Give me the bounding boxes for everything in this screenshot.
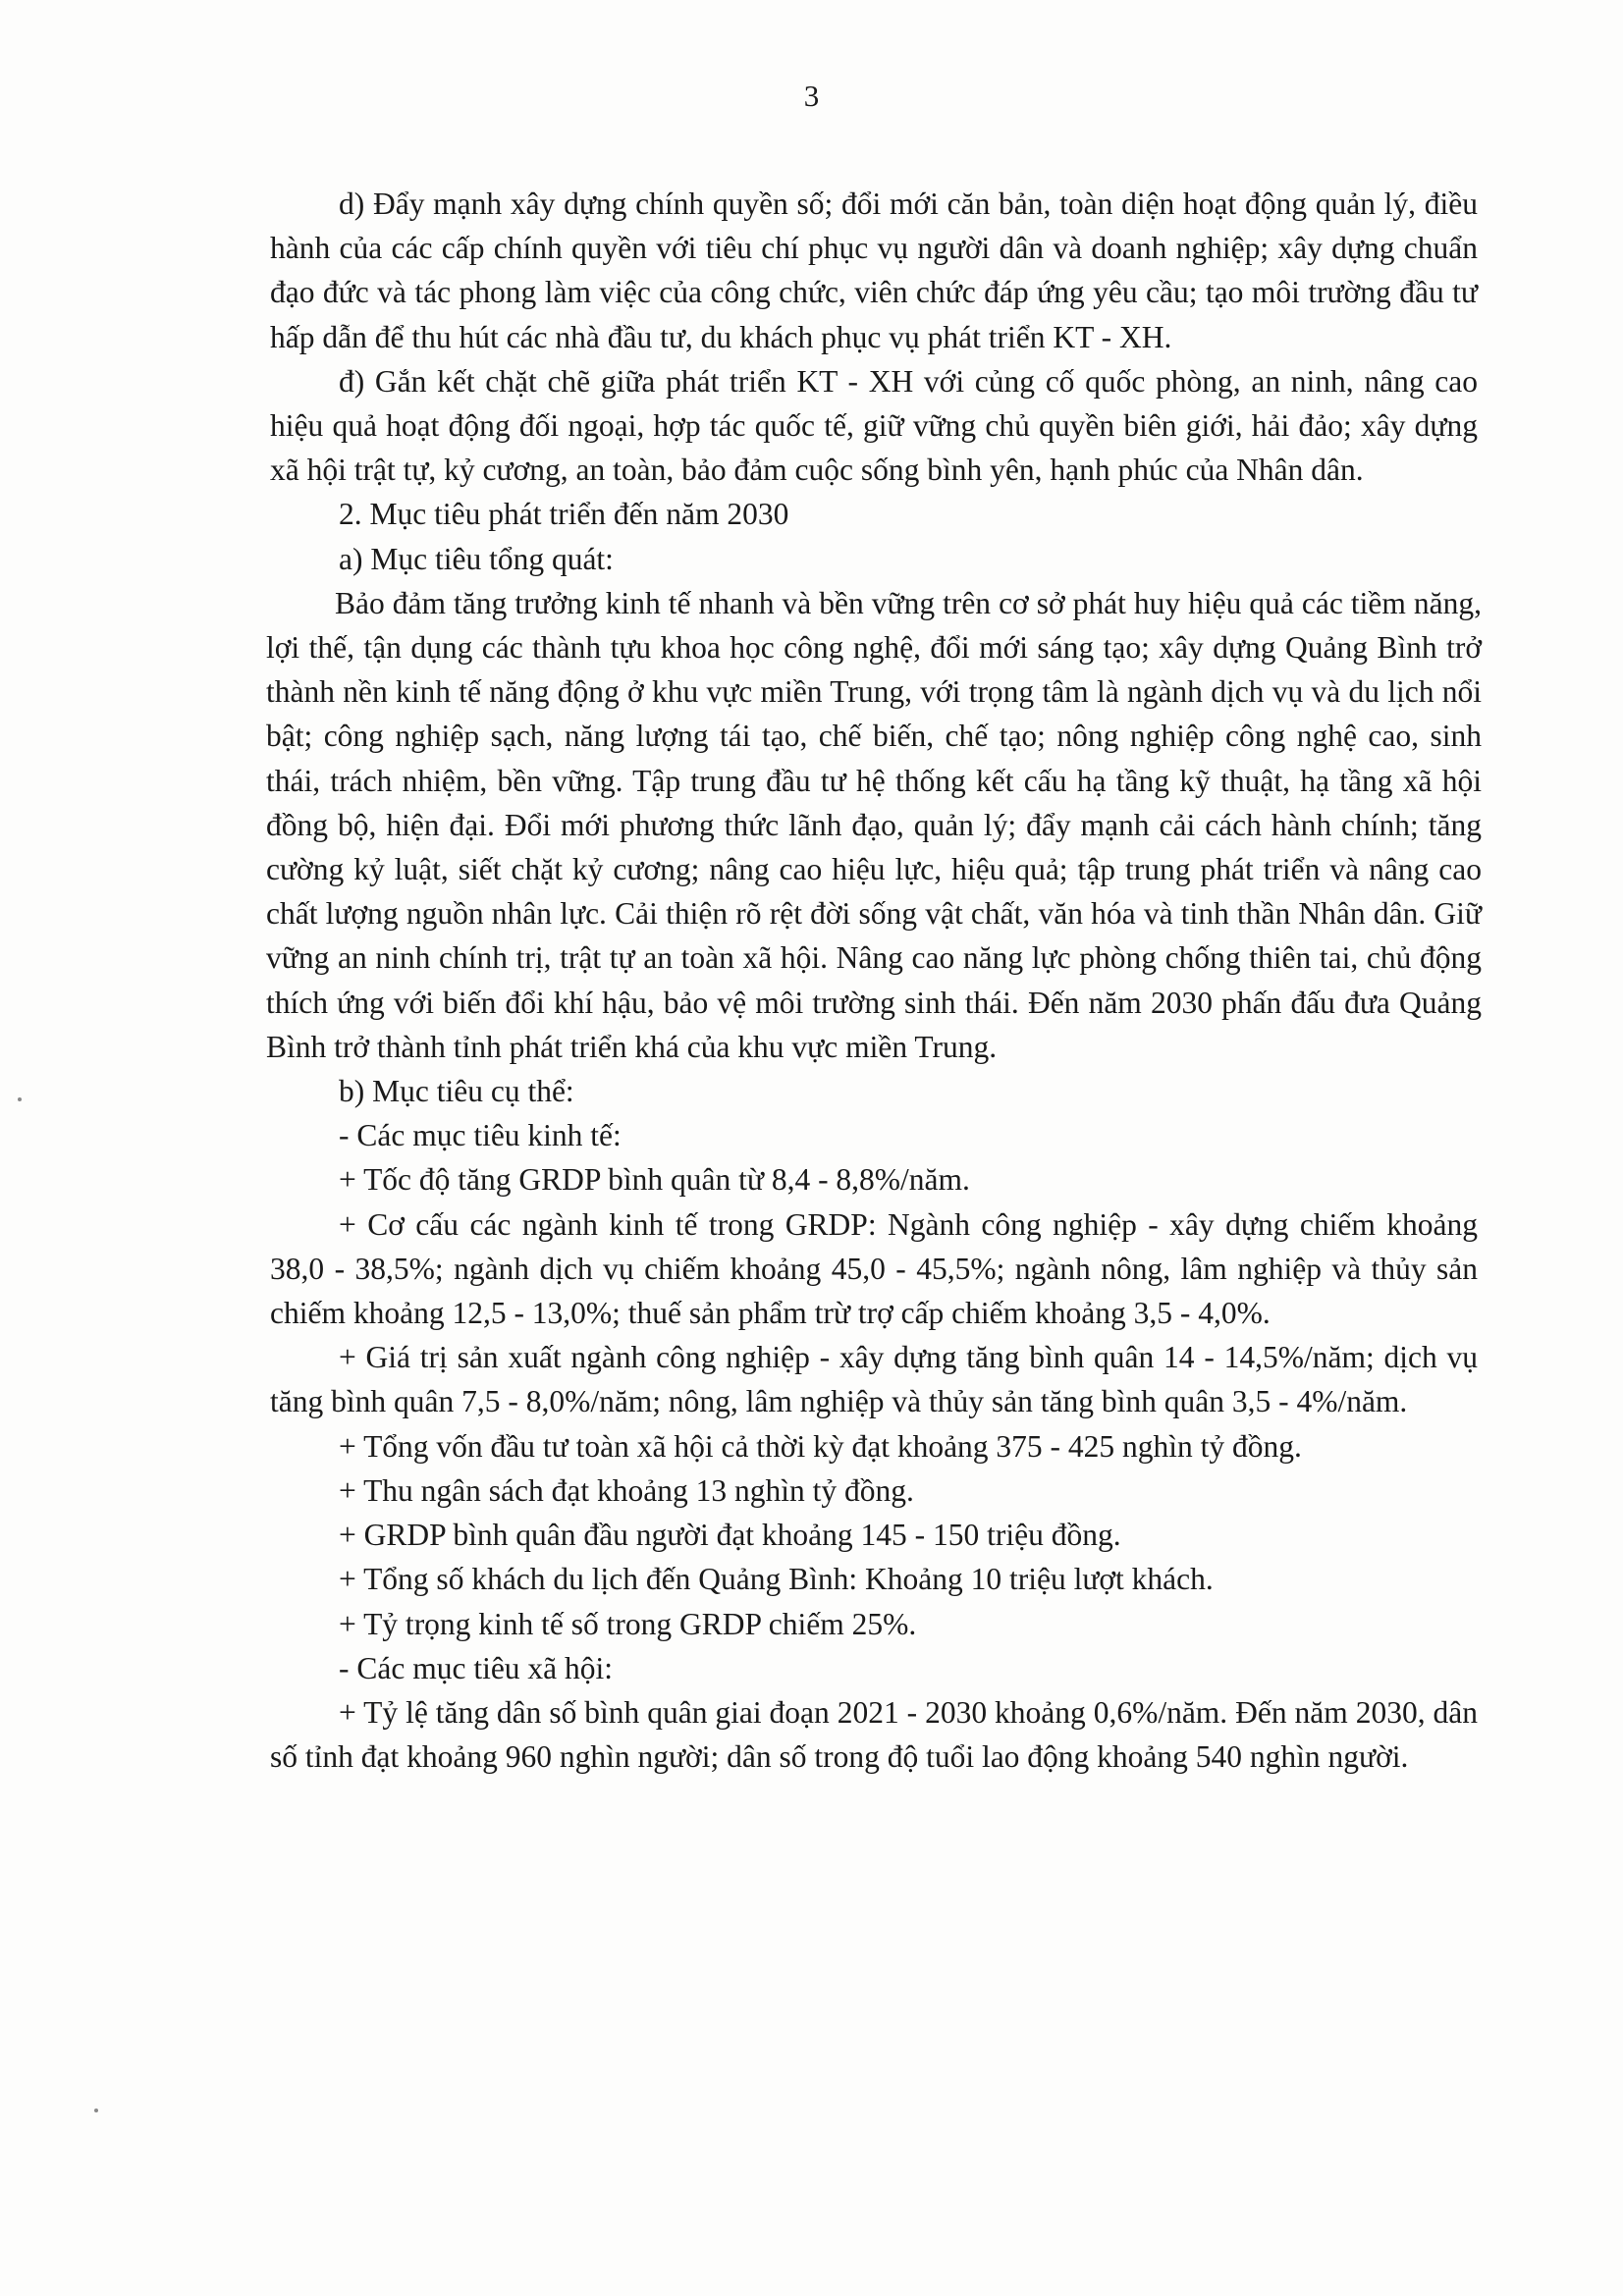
document-body	[266, 182, 1482, 1779]
list-item-digital-economy: + Tỷ trọng kinh tế số trong GRDP chiếm 25%.	[339, 1606, 917, 1641]
section-heading-goals-2030: 2. Mục tiêu phát triển đến năm 2030	[339, 497, 789, 532]
list-item-total-investment: + Tổng vốn đầu tư toàn xã hội cả thời kỳ đạt khoảng 375 - 425 nghìn tỷ đồng.	[339, 1428, 1302, 1464]
list-item-grdp-growth: + Tốc độ tăng GRDP bình quân từ 8,4 - 8,8%/năm.	[339, 1162, 970, 1198]
scan-speck	[94, 2109, 98, 2112]
subheading-specific-goals: b) Mục tiêu cụ thể:	[339, 1074, 574, 1109]
list-item-economic-structure: + Cơ cấu các ngành kinh tế trong GRDP: Ngành công nghiệp - xây dựng chiếm khoảng 38,0 - 38,5%; ngành dịch vụ chiếm khoảng 45,0 - 45,5%; ngành nông, lâm nghiệp và thủy sản chiếm khoảng 12,5 - 13,0%; thuế sản phẩm trừ trợ cấp chiếm khoảng 3,5 - 4,0%.	[270, 1206, 1478, 1331]
scan-speck	[18, 1097, 22, 1101]
paragraph-defense-security: đ) Gắn kết chặt chẽ giữa phát triển KT - XH với củng cố quốc phòng, an ninh, nâng cao hiệu quả hoạt động đối ngoại, hợp tác quốc tế, giữ vững chủ quyền biên giới, hải đảo; xây dựng xã hội trật tự, kỷ cương, an toàn, bảo đảm cuộc sống bình yên, hạnh phúc của Nhân dân.	[270, 363, 1478, 488]
list-item-tourist-arrivals: + Tổng số khách du lịch đến Quảng Bình: Khoảng 10 triệu lượt khách.	[339, 1562, 1214, 1597]
subheading-social-goals: - Các mục tiêu xã hội:	[339, 1650, 614, 1685]
list-item-population-growth: + Tỷ lệ tăng dân số bình quân giai đoạn 2021 - 2030 khoảng 0,6%/năm. Đến năm 2030, dân số tỉnh đạt khoảng 960 nghìn người; dân số trong độ tuổi lao động khoảng 540 nghìn người.	[270, 1694, 1478, 1775]
subheading-general-goals: a) Mục tiêu tổng quát:	[339, 541, 614, 576]
list-item-grdp-per-capita: + GRDP bình quân đầu người đạt khoảng 145 - 150 triệu đồng.	[339, 1518, 1121, 1553]
subheading-economic-goals: - Các mục tiêu kinh tế:	[339, 1118, 622, 1153]
paragraph-digital-government: d) Đẩy mạnh xây dựng chính quyền số; đổi mới căn bản, toàn diện hoạt động quản lý, điều hành của các cấp chính quyền với tiêu chí phục vụ người dân và doanh nghiệp; xây dựng chuẩn đạo đức và tác phong làm việc của công chức, viên chức đáp ứng yêu cầu; tạo môi trường đầu tư hấp dẫn để thu hút các nhà đầu tư, du khách phục vụ phát triển KT - XH.	[270, 187, 1478, 354]
paragraph-general-goals: Bảo đảm tăng trưởng kinh tế nhanh và bền vững trên cơ sở phát huy hiệu quả các tiềm năng, lợi thế, tận dụng các thành tựu khoa học công nghệ, đổi mới sáng tạo; xây dựng Quảng Bình trở thành nền kinh tế năng động ở khu vực miền Trung, với trọng tâm là ngành dịch vụ và du lịch nổi bật; công nghiệp sạch, năng lượng tái tạo, chế biến, chế tạo; nông nghiệp công nghệ cao, sinh thái, trách nhiệm, bền vững. Tập trung đầu tư hệ thống kết cấu hạ tầng kỹ thuật, hạ tầng xã hội đồng bộ, hiện đại. Đổi mới phương thức lãnh đạo, quản lý; đẩy mạnh cải cách hành chính; tăng cường kỷ luật, siết chặt kỷ cương; nâng cao hiệu lực, hiệu quả; tập trung phát triển và nâng cao chất lượng nguồn nhân lực. Cải thiện rõ rệt đời sống vật chất, văn hóa và tinh thần Nhân dân. Giữ vững an ninh chính trị, trật tự an toàn xã hội. Nâng cao năng lực phòng chống thiên tai, chủ động thích ứng với biến đổi khí hậu, bảo vệ môi trường sinh thái. Đến năm 2030 phấn đấu đưa Quảng Bình trở thành tỉnh phát triển khá của khu vực miền Trung.	[266, 585, 1482, 1064]
list-item-production-value: + Giá trị sản xuất ngành công nghiệp - xây dựng tăng bình quân 14 - 14,5%/năm; dịch vụ tăng bình quân 7,5 - 8,0%/năm; nông, lâm nghiệp và thủy sản tăng bình quân 3,5 - 4%/năm.	[270, 1340, 1478, 1419]
page-number: 3	[803, 79, 820, 113]
list-item-budget-revenue: + Thu ngân sách đạt khoảng 13 nghìn tỷ đồng.	[339, 1472, 914, 1508]
